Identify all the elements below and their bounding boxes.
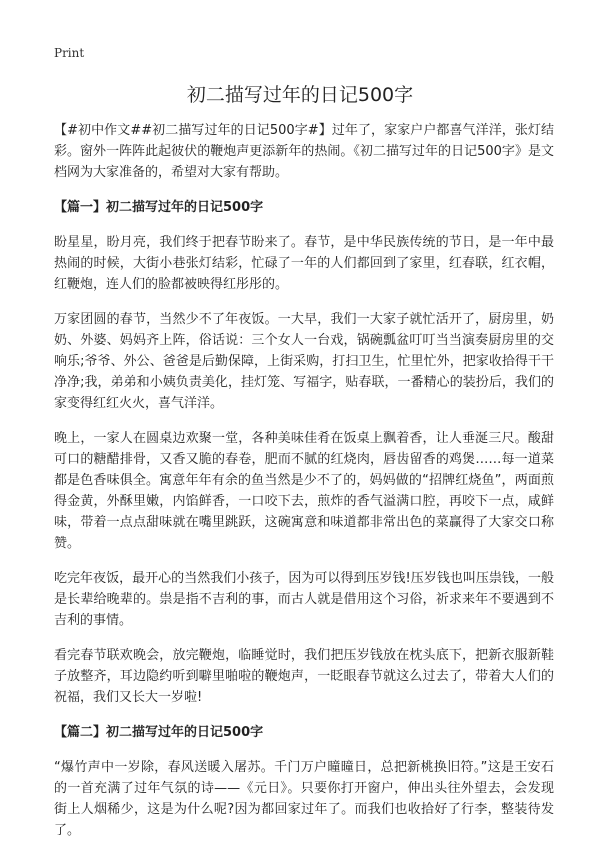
section-heading-1: 【篇一】初二描写过年的日记500字 [54, 200, 264, 215]
section-1-paragraph-5: 看完春节联欢晚会，放完鞭炮，临睡觉时，我们把压岁钱放在枕头底下，把新衣服新鞋子放整齐，耳边隐约听到噼里啪啦的鞭炮声，一眨眼春节就这么过去了，带着大人们的祝福，我们又长大一岁啦! [54, 648, 554, 705]
page-title: 初二描写过年的日记500字 [186, 84, 414, 106]
section-1-paragraph-1: 盼星星，盼月亮，我们终于把春节盼来了。春节，是中华民族传统的节日，是一年中最热闹的时候，大街小巷张灯结彩，忙碌了一年的人们都回到了家里，红春联，红衣帽，红鞭炮，连人们的脸都被映得红彤彤的。 [54, 235, 554, 292]
article-body [54, 120, 554, 855]
intro-paragraph: 【#初中作文##初二描写过年的日记500字#】过年了，家家户户都喜气洋洋，张灯结彩。窗外一阵阵此起彼伏的鞭炮声更添新年的热闹。《初二描写过年的日记500字》是文档网为大家准备的，希望对大家有帮助。 [54, 123, 554, 180]
section-1-paragraph-3: 晚上，一家人在圆桌边欢聚一堂，各种美味佳肴在饭桌上飘着香，让人垂涎三尺。酸甜可口的糖醋排骨，又香又脆的春卷，肥而不腻的红烧肉，唇齿留香的鸡煲……每一道菜都是色香味俱全。寓意年年有余的鱼当然是少不了的，妈妈做的“招牌红烧鱼”，两面煎得金黄，外酥里嫩，内馅鲜香，一口咬下去，煎炸的香气溢满口腔，再咬下一点，咸鲜味，带着一点点甜味就在嘴里跳跃，这碗寓意和味道都非常出色的菜赢得了大家交口称赞。 [54, 431, 554, 551]
print-link[interactable]: Print [54, 46, 85, 60]
section-heading-2: 【篇二】初二描写过年的日记500字 [54, 725, 264, 740]
section-1-paragraph-4: 吃完年夜饭，最开心的当然我们小孩子，因为可以得到压岁钱!压岁钱也叫压祟钱，一般是长辈给晚辈的。祟是指不吉利的事，而古人就是借用这个习俗，祈求来年不要遇到不吉利的事情。 [54, 571, 554, 628]
section-2-paragraph-1: “爆竹声中一岁除，春风送暖入屠苏。千门万户曈曈日，总把新桃换旧符。”这是王安石的一首充满了过年气氛的诗——《元日》。只要你打开窗户，伸出头往外望去，会发现街上人烟稀少，这是为什么呢?因为都回家过年了。而我们也收拾好了行李，整装待发了。 [54, 760, 554, 838]
section-1-paragraph-2: 万家团圆的春节，当然少不了年夜饭。一大早，我们一大家子就忙活开了，厨房里，奶奶、外婆、妈妈齐上阵，俗话说：三个女人一台戏，锅碗瓢盆叮叮当当演奏厨房里的交响乐;爷爷、外公、爸爸是后勤保障，上街采购，打扫卫生，忙里忙外，把家收拾得干干净净;我，弟弟和小姨负责美化，挂灯笼、写福字，贴春联，一番精心的装扮后，我们的家变得红红火火，喜气洋洋。 [54, 312, 554, 411]
